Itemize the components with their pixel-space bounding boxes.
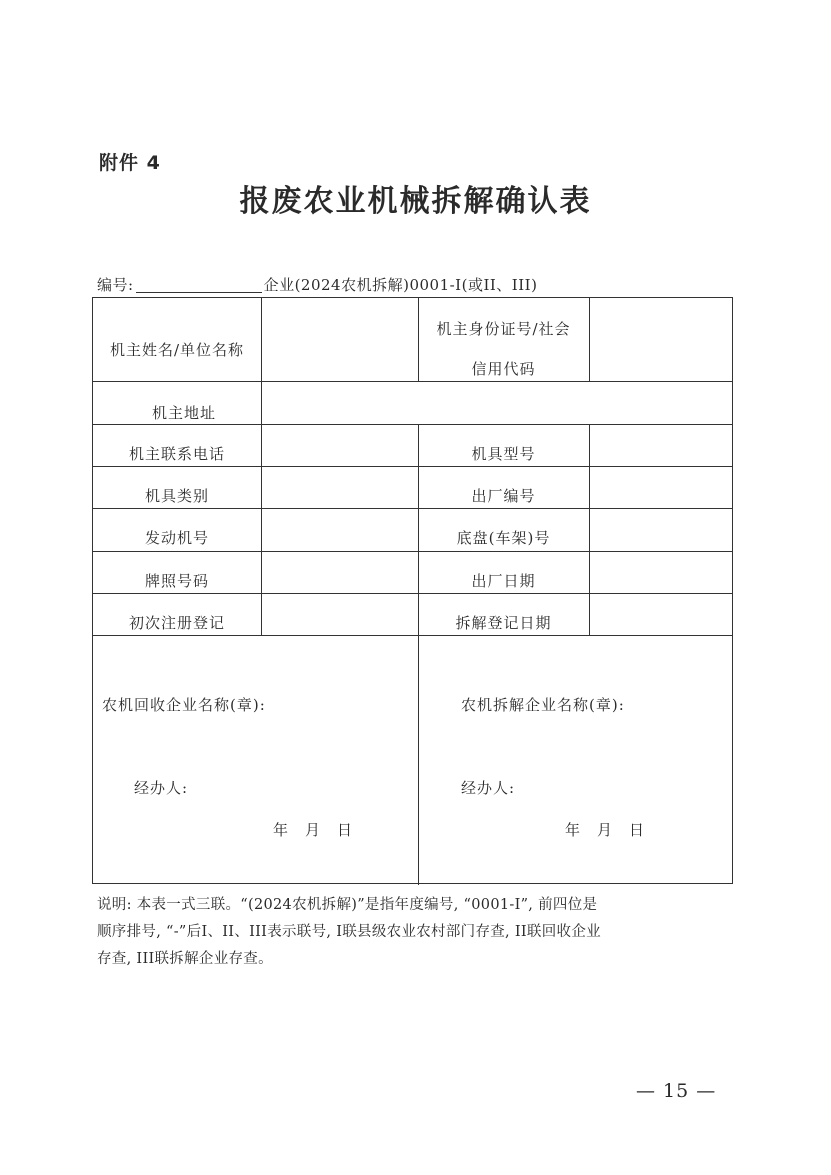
owner-address-label: 机主地址: [151, 404, 216, 422]
recycler-company-seal-label: 农机回收企业名称(章):: [102, 696, 266, 714]
row-divider: [93, 508, 732, 509]
factory-number-label: 出厂编号: [471, 487, 536, 505]
column-divider: [589, 424, 590, 635]
owner-phone-label: 机主联系电话: [128, 445, 225, 463]
dismantle-confirmation-table: [92, 297, 733, 884]
row-divider: [93, 551, 732, 552]
row-divider: [93, 381, 732, 382]
explanation-notes: [97, 892, 737, 973]
column-divider: [261, 424, 262, 635]
row-divider: [93, 593, 732, 594]
dismantler-date-label: 年 月 日: [565, 821, 646, 839]
column-divider: [589, 298, 590, 381]
dismantler-handler-label: 经办人:: [461, 779, 516, 797]
page-number: — 15 —: [636, 1080, 717, 1102]
dismantle-date-label: 拆解登记日期: [455, 614, 552, 632]
plate-number-label: 牌照号码: [144, 572, 209, 590]
first-registration-label: 初次注册登记: [128, 614, 225, 632]
attachment-label: 附件 4: [99, 152, 161, 174]
recycler-handler-label: 经办人:: [134, 779, 189, 797]
note-line: 存查, III联拆解企业存查。: [97, 951, 273, 967]
serial-label: 编号:: [97, 276, 134, 294]
serial-number-line: [97, 274, 537, 295]
row-divider: [93, 466, 732, 467]
dismantler-company-seal-label: 农机拆解企业名称(章):: [461, 696, 625, 714]
machine-model-label: 机具型号: [471, 445, 536, 463]
factory-date-label: 出厂日期: [471, 572, 536, 590]
engine-number-label: 发动机号: [144, 529, 209, 547]
page-title: 报废农业机械拆解确认表: [239, 184, 592, 219]
chassis-number-label: 底盘(车架)号: [456, 529, 551, 547]
machine-type-label: 机具类别: [144, 487, 209, 505]
row-divider: [93, 635, 732, 636]
serial-suffix: 企业(2024农机拆解)0001-I(或II、III): [263, 276, 538, 294]
owner-id-label-line1: 机主身份证号/社会: [436, 320, 571, 338]
owner-id-label-line2: 信用代码: [471, 360, 536, 378]
column-divider: [261, 298, 262, 381]
note-line: 顺序排号, “-”后I、II、III表示联号, I联县级农业农村部门存查, II联回收企业: [97, 924, 601, 940]
note-line: 说明: 本表一式三联。“(2024农机拆解)”是指年度编号, “0001-I”, 前四位是: [97, 897, 598, 913]
serial-blank-field[interactable]: [136, 278, 262, 293]
owner-name-label: 机主姓名/单位名称: [109, 341, 245, 359]
row-divider: [93, 424, 732, 425]
recycler-date-label: 年 月 日: [273, 821, 354, 839]
